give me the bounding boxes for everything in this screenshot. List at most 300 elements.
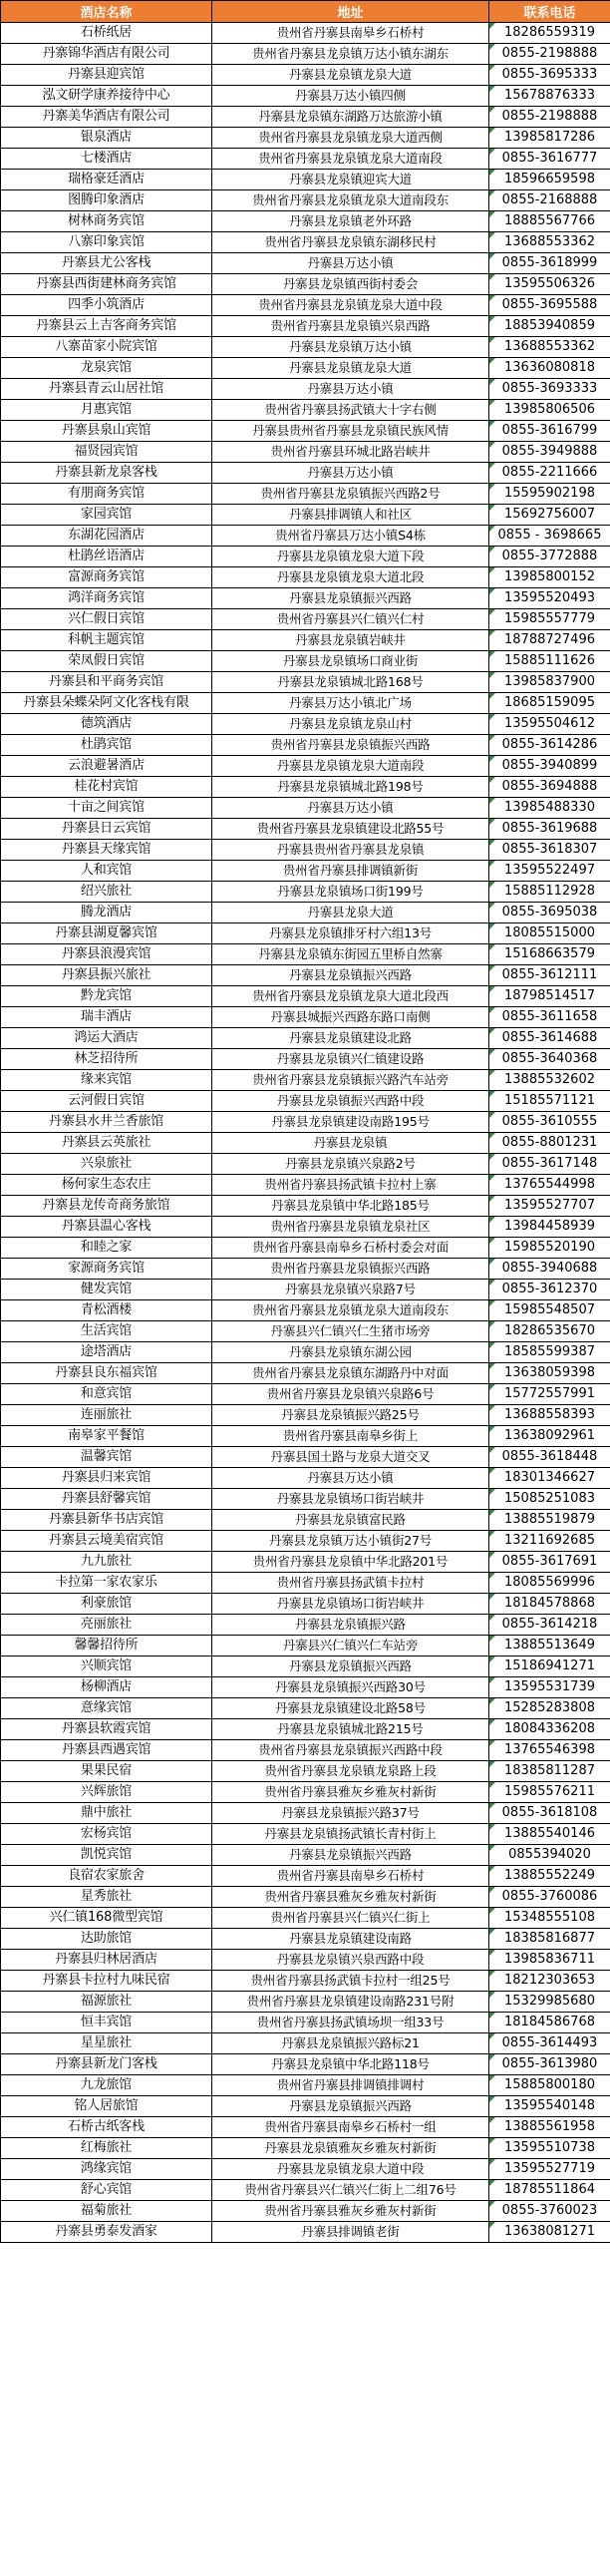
phone-cell [489,526,610,547]
hotel-name-cell: 丹寨县湖夏馨宾馆 [1,923,212,944]
table-row [1,2222,610,2243]
table-row [1,1133,610,1154]
phone-text: 13885519879 [504,1512,595,1527]
address-cell: 贵州省丹寨县南皋乡石桥村一组 [212,2117,489,2138]
phone-cell [489,1510,610,1531]
address-cell: 贵州省丹寨县龙泉镇振兴西路中段 [212,1740,489,1761]
address-cell: 贵州省丹寨县雅灰乡雅灰村新街 [212,1782,489,1803]
address-cell: 丹寨县兴仁镇兴仁车站旁 [212,1636,489,1656]
cell-marker-icon [489,1133,495,1139]
hotel-name-cell: 丹寨县云英旅社 [1,1133,212,1154]
phone-text: 18385816877 [504,1931,595,1946]
hotel-name-cell: 丹寨县浪漫宾馆 [1,944,212,965]
phone-text: 0855-3940688 [501,1261,598,1276]
table-row [1,630,610,651]
table-row [1,965,610,986]
address-cell: 贵州省丹寨县排调镇新街 [212,861,489,882]
hotel-name-cell: 利豪旅馆 [1,1594,212,1615]
phone-text: 0855 - 3698665 [497,528,602,543]
phone-cell [489,128,610,149]
phone-cell [489,903,610,923]
phone-text: 15168663579 [504,946,595,961]
hotel-name-cell: 林芝招待所 [1,1049,212,1070]
table-row [1,2201,610,2222]
phone-cell [489,1300,610,1321]
table-row [1,588,610,609]
cell-marker-icon [489,1112,495,1118]
cell-marker-icon [489,1217,495,1223]
address-cell: 贵州省丹寨县龙泉镇龙泉路上段 [212,1761,489,1782]
phone-text: 13885532602 [504,1072,595,1087]
table-row [1,1740,610,1761]
cell-marker-icon [489,505,495,511]
address-cell: 贵州省丹寨县南皋乡街上 [212,1426,489,1447]
cell-marker-icon [489,442,495,448]
hotel-name-cell: 和意宾馆 [1,1384,212,1405]
address-cell: 丹寨县龙泉镇兴泉路2号 [212,1154,489,1175]
cell-marker-icon [489,2117,495,2123]
phone-text: 13885513649 [504,1638,595,1653]
phone-text: 18184586768 [504,2015,595,2029]
address-cell: 丹寨县龙泉镇龙泉大道南段 [212,756,489,777]
address-cell: 丹寨县万达小镇 [212,798,489,819]
address-cell: 贵州省丹寨县雅灰乡雅灰村新街 [212,1887,489,1908]
table-row [1,714,610,735]
cell-marker-icon [489,1531,495,1537]
address-cell: 贵州省丹寨县排调镇排调村 [212,2075,489,2096]
table-row [1,1615,610,1636]
phone-text: 15885111626 [504,653,595,668]
phone-cell [489,1154,610,1175]
hotel-name-cell: 福菊旅社 [1,2201,212,2222]
hotel-name-cell: 福贤园宾馆 [1,442,212,463]
address-cell: 贵州省丹寨县龙泉镇振兴路汽车站旁 [212,1070,489,1091]
table-row [1,2180,610,2201]
phone-cell [489,295,610,316]
hotel-name-cell: 星星旅社 [1,2033,212,2054]
hotel-name-cell: 良宿农家旅舍 [1,1866,212,1887]
address-cell: 丹寨县龙泉镇兴泉路7号 [212,1280,489,1300]
hotel-name-cell: 云河假日宾馆 [1,1091,212,1112]
cell-marker-icon [489,316,495,322]
phone-text: 0855-2198888 [501,46,598,61]
hotel-name-cell: 鼎中旅社 [1,1803,212,1824]
address-cell: 贵州省丹寨县环城北路岩峡井 [212,442,489,463]
table-row [1,1866,610,1887]
phone-cell [489,1971,610,1992]
table-row [1,777,610,798]
hotel-name-cell: 意缘宾馆 [1,1698,212,1719]
hotel-name-cell: 丹寨县归来宾馆 [1,1468,212,1489]
phone-cell [489,1091,610,1112]
table-row [1,986,610,1007]
phone-cell [489,379,610,400]
hotel-name-cell: 绍兴旅社 [1,882,212,903]
phone-text: 18785511864 [504,2182,595,2197]
phone-cell [489,1740,610,1761]
cell-marker-icon [489,944,495,950]
hotel-name-cell: 铭人居旅馆 [1,2096,212,2117]
phone-cell [489,1845,610,1866]
phone-text: 0855-3949888 [501,444,598,459]
table-row [1,1447,610,1468]
table-row [1,1803,610,1824]
address-cell: 贵州省丹寨县龙泉镇龙泉大道西侧 [212,128,489,149]
hotel-name-cell: 丹寨县尤公客栈 [1,253,212,274]
hotel-name-cell: 兴仁假日宾馆 [1,609,212,630]
cell-marker-icon [489,2054,495,2060]
hotel-name-cell: 泓文研学康养接待中心 [1,86,212,107]
hotel-name-cell: 丹寨美华酒店有限公司 [1,107,212,128]
hotel-name-cell: 宏杨宾馆 [1,1824,212,1845]
cell-marker-icon [489,1908,495,1914]
phone-text: 18085569996 [504,1575,595,1590]
phone-cell [489,1049,610,1070]
phone-text: 18798514517 [504,988,595,1003]
cell-marker-icon [489,923,495,929]
phone-text: 13985800152 [504,569,595,584]
hotel-name-cell: 温馨宾馆 [1,1447,212,1468]
table-row [1,442,610,463]
address-cell: 丹寨县万达小镇 [212,379,489,400]
phone-cell [489,1761,610,1782]
cell-marker-icon [489,253,495,259]
phone-cell [489,190,610,211]
phone-text: 0855-3772888 [501,549,598,563]
address-cell: 丹寨县城振兴西路东路口南侧 [212,1007,489,1028]
cell-marker-icon [489,1803,495,1809]
table-row [1,2138,610,2159]
hotel-name-cell: 鸿缘宾馆 [1,2159,212,2180]
phone-cell [489,1196,610,1217]
cell-marker-icon [489,567,495,573]
table-row [1,1426,610,1447]
table-row [1,316,610,337]
phone-text: 18301346627 [504,1470,595,1485]
table-row [1,1510,610,1531]
phone-text: 13211692685 [504,1533,595,1548]
hotel-name-cell: 瑞格豪廷酒店 [1,170,212,190]
cell-marker-icon [489,149,495,155]
phone-text: 15885800180 [504,2077,595,2092]
address-cell: 丹寨县排调镇老街 [212,2222,489,2243]
hotel-name-cell: 八寨苗家小院宾馆 [1,337,212,358]
phone-text: 15678876333 [504,88,595,103]
address-cell: 丹寨县龙泉镇振兴西路 [212,1656,489,1677]
address-cell: 丹寨县龙泉镇龙泉山村 [212,714,489,735]
cell-marker-icon [489,965,495,971]
phone-text: 0855-3618307 [501,842,598,857]
table-row [1,1552,610,1573]
hotel-name-cell: 富源商务宾馆 [1,567,212,588]
cell-marker-icon [489,861,495,867]
address-cell: 丹寨县龙泉镇富民路 [212,1510,489,1531]
phone-cell [489,2138,610,2159]
phone-cell [489,1342,610,1363]
table-row [1,274,610,295]
table-row [1,1091,610,1112]
hotel-name-cell: 达助旅馆 [1,1929,212,1950]
phone-cell [489,1217,610,1238]
phone-text: 0855-3693333 [501,381,598,396]
table-row [1,547,610,567]
phone-cell [489,840,610,861]
address-cell: 丹寨县龙泉镇雅灰乡雅灰村新街 [212,2138,489,2159]
phone-text: 15085251083 [504,1491,595,1506]
cell-marker-icon [489,1028,495,1034]
address-cell: 丹寨县龙泉镇东湖公园 [212,1342,489,1363]
hotel-name-cell: 亮丽旅社 [1,1615,212,1636]
phone-text: 15985576211 [504,1784,595,1799]
table-row [1,1007,610,1028]
phone-cell [489,547,610,567]
cell-marker-icon [489,714,495,720]
hotel-name-cell: 十亩之间宾馆 [1,798,212,819]
cell-marker-icon [489,1154,495,1160]
phone-cell [489,86,610,107]
hotel-name-cell: 红梅旅社 [1,2138,212,2159]
hotel-name-cell: 连丽旅社 [1,1405,212,1426]
hotel-name-cell: 丹寨县青云山居社馆 [1,379,212,400]
address-cell: 丹寨县龙泉镇岩峡井 [212,630,489,651]
table-row [1,232,610,253]
hotel-name-cell: 杜鹃丝语酒店 [1,547,212,567]
hotel-name-cell: 银泉酒店 [1,128,212,149]
hotel-name-cell: 丹寨县龙传奇商务旅馆 [1,1196,212,1217]
phone-cell [489,1552,610,1573]
cell-marker-icon [489,777,495,783]
cell-marker-icon [489,1510,495,1516]
table-row [1,798,610,819]
phone-cell [489,1280,610,1300]
cell-marker-icon [489,86,495,92]
hotel-name-cell: 丹寨县天缘宾馆 [1,840,212,861]
phone-cell [489,630,610,651]
cell-marker-icon [489,1552,495,1558]
phone-text: 0855-3618448 [501,1449,598,1464]
address-cell: 贵州省丹寨县龙泉镇振兴西路 [212,1259,489,1280]
phone-text: 0855-3612370 [501,1282,598,1296]
table-row [1,463,610,484]
cell-marker-icon [489,65,495,71]
table-row [1,421,610,442]
phone-cell [489,1363,610,1384]
phone-text: 15186941271 [504,1658,595,1673]
phone-cell [489,714,610,735]
hotel-name-cell: 星秀旅社 [1,1887,212,1908]
phone-cell [489,2013,610,2033]
phone-text: 18286559319 [504,25,595,40]
phone-cell [489,588,610,609]
table-row [1,1321,610,1342]
cell-marker-icon [489,1929,495,1935]
address-cell: 丹寨县排调镇人和社区 [212,505,489,526]
address-cell: 丹寨县万达小镇北广场 [212,693,489,714]
phone-cell [489,1405,610,1426]
cell-marker-icon [489,1615,495,1621]
hotel-name-cell: 丹寨县云上吉客商务宾馆 [1,316,212,337]
table-row [1,1531,610,1552]
cell-marker-icon [489,1091,495,1097]
table-row [1,1217,610,1238]
phone-cell [489,211,610,232]
cell-marker-icon [489,1426,495,1432]
cell-marker-icon [489,1175,495,1181]
hotel-name-cell: 人和宾馆 [1,861,212,882]
cell-marker-icon [489,1447,495,1453]
address-cell: 丹寨县龙泉镇龙泉大道中段 [212,2159,489,2180]
cell-marker-icon [489,756,495,762]
address-cell: 丹寨县龙泉镇 [212,1133,489,1154]
cell-marker-icon [489,1719,495,1725]
address-cell: 丹寨县万达小镇 [212,463,489,484]
address-cell: 贵州省丹寨县龙泉镇龙泉大道北段西 [212,986,489,1007]
table-row [1,149,610,170]
address-cell: 贵州省丹寨县扬武镇卡拉村 [212,1573,489,1594]
table-row [1,1719,610,1740]
phone-cell [489,882,610,903]
hotel-name-cell: 凯悦宾馆 [1,1845,212,1866]
cell-marker-icon [489,630,495,636]
cell-marker-icon [489,358,495,364]
cell-marker-icon [489,1698,495,1704]
address-cell: 丹寨县龙泉镇振兴西路 [212,2096,489,2117]
phone-cell [489,1573,610,1594]
phone-text: 0855-8801231 [501,1135,598,1150]
phone-cell [489,442,610,463]
table-row [1,1594,610,1615]
address-cell: 丹寨县龙泉镇老外环路 [212,211,489,232]
phone-cell [489,358,610,379]
address-cell: 贵州省丹寨县龙泉镇东湖路丹中对面 [212,1363,489,1384]
address-cell: 丹寨县兴仁镇兴仁生猪市场旁 [212,1321,489,1342]
table-row [1,358,610,379]
address-cell: 贵州省丹寨县龙泉镇中华北路201号 [212,1552,489,1573]
phone-text: 0855-3760086 [501,1889,598,1904]
cell-marker-icon [489,672,495,678]
table-row [1,1929,610,1950]
phone-text: 13985817286 [504,130,595,145]
cell-marker-icon [489,2159,495,2165]
table-row [1,693,610,714]
phone-cell [489,23,610,44]
phone-text: 18585599387 [504,1344,595,1359]
phone-cell [489,2075,610,2096]
hotel-name-cell: 丹寨县卡拉村九味民宿 [1,1971,212,1992]
address-cell: 丹寨县万达小镇 [212,1468,489,1489]
cell-marker-icon [489,2222,495,2228]
table-row [1,107,610,128]
address-cell: 丹寨县龙泉镇扬武镇长青村街上 [212,1824,489,1845]
cell-marker-icon [489,107,495,113]
table-row [1,1971,610,1992]
hotel-name-cell: 东湖花园酒店 [1,526,212,547]
phone-text: 0855-3940899 [501,758,598,773]
cell-marker-icon [489,1070,495,1076]
phone-text: 13885561958 [504,2119,595,2134]
phone-text: 0855-3695333 [501,67,598,82]
hotel-name-cell: 丹寨县云境美宿宾馆 [1,1531,212,1552]
cell-marker-icon [489,1342,495,1348]
hotel-name-cell: 兴辉旅馆 [1,1782,212,1803]
hotel-name-cell: 丹寨县水井兰香旅馆 [1,1112,212,1133]
phone-cell [489,65,610,86]
hotel-name-cell: 兴顺宾馆 [1,1656,212,1677]
cell-marker-icon [489,2096,495,2102]
hotel-name-cell: 家园宾馆 [1,505,212,526]
phone-cell [489,735,610,756]
phone-text: 18286535670 [504,1323,595,1338]
phone-cell [489,1950,610,1971]
cell-marker-icon [489,1321,495,1327]
phone-text: 15595902198 [504,486,595,501]
cell-marker-icon [489,421,495,427]
phone-text: 18685159095 [504,695,595,710]
cell-marker-icon [489,798,495,804]
address-cell: 丹寨县龙泉镇龙泉大道 [212,358,489,379]
cell-marker-icon [489,1468,495,1474]
phone-text: 13985806506 [504,402,595,417]
phone-text: 0855-3612111 [501,967,598,982]
phone-text: 0855-3614493 [501,2035,598,2050]
table-row [1,1049,610,1070]
hotel-name-cell: 丹寨县新龙泉客栈 [1,463,212,484]
hotel-name-cell: 丹寨县勇泰发酒家 [1,2222,212,2243]
phone-cell [489,2033,610,2054]
phone-text: 13885552249 [504,1868,595,1883]
phone-cell [489,777,610,798]
phone-cell [489,2096,610,2117]
phone-cell [489,1803,610,1824]
cell-marker-icon [489,1196,495,1202]
header-phone: 联系电话 [489,1,610,23]
table-row [1,1887,610,1908]
phone-cell [489,1636,610,1656]
cell-marker-icon [489,1782,495,1788]
hotel-name-cell: 鸿运大酒店 [1,1028,212,1049]
phone-cell [489,1531,610,1552]
table-row [1,1824,610,1845]
table-row [1,944,610,965]
phone-text: 13595522497 [504,863,595,878]
address-cell: 贵州省丹寨县兴仁镇兴仁街上 [212,1908,489,1929]
cell-marker-icon [489,337,495,343]
table-row [1,1070,610,1091]
phone-cell [489,337,610,358]
cell-marker-icon [489,1489,495,1495]
phone-text: 0855-3610555 [501,1114,598,1129]
table-row [1,672,610,693]
hotel-name-cell: 福源旅社 [1,1992,212,2013]
address-cell: 丹寨县龙泉镇兴仁镇建设路 [212,1049,489,1070]
table-row [1,337,610,358]
cell-marker-icon [489,1992,495,1998]
hotel-name-cell: 杨柳酒店 [1,1677,212,1698]
phone-cell [489,944,610,965]
cell-marker-icon [489,1594,495,1600]
phone-text: 0855-3613980 [501,2056,598,2071]
phone-text: 18788727496 [504,632,595,647]
table-row [1,505,610,526]
phone-text: 0855-3616799 [501,423,598,438]
phone-cell [489,253,610,274]
phone-cell [489,986,610,1007]
cell-marker-icon [489,526,495,532]
table-row [1,526,610,547]
table-row [1,65,610,86]
cell-marker-icon [489,1280,495,1286]
phone-cell [489,693,610,714]
